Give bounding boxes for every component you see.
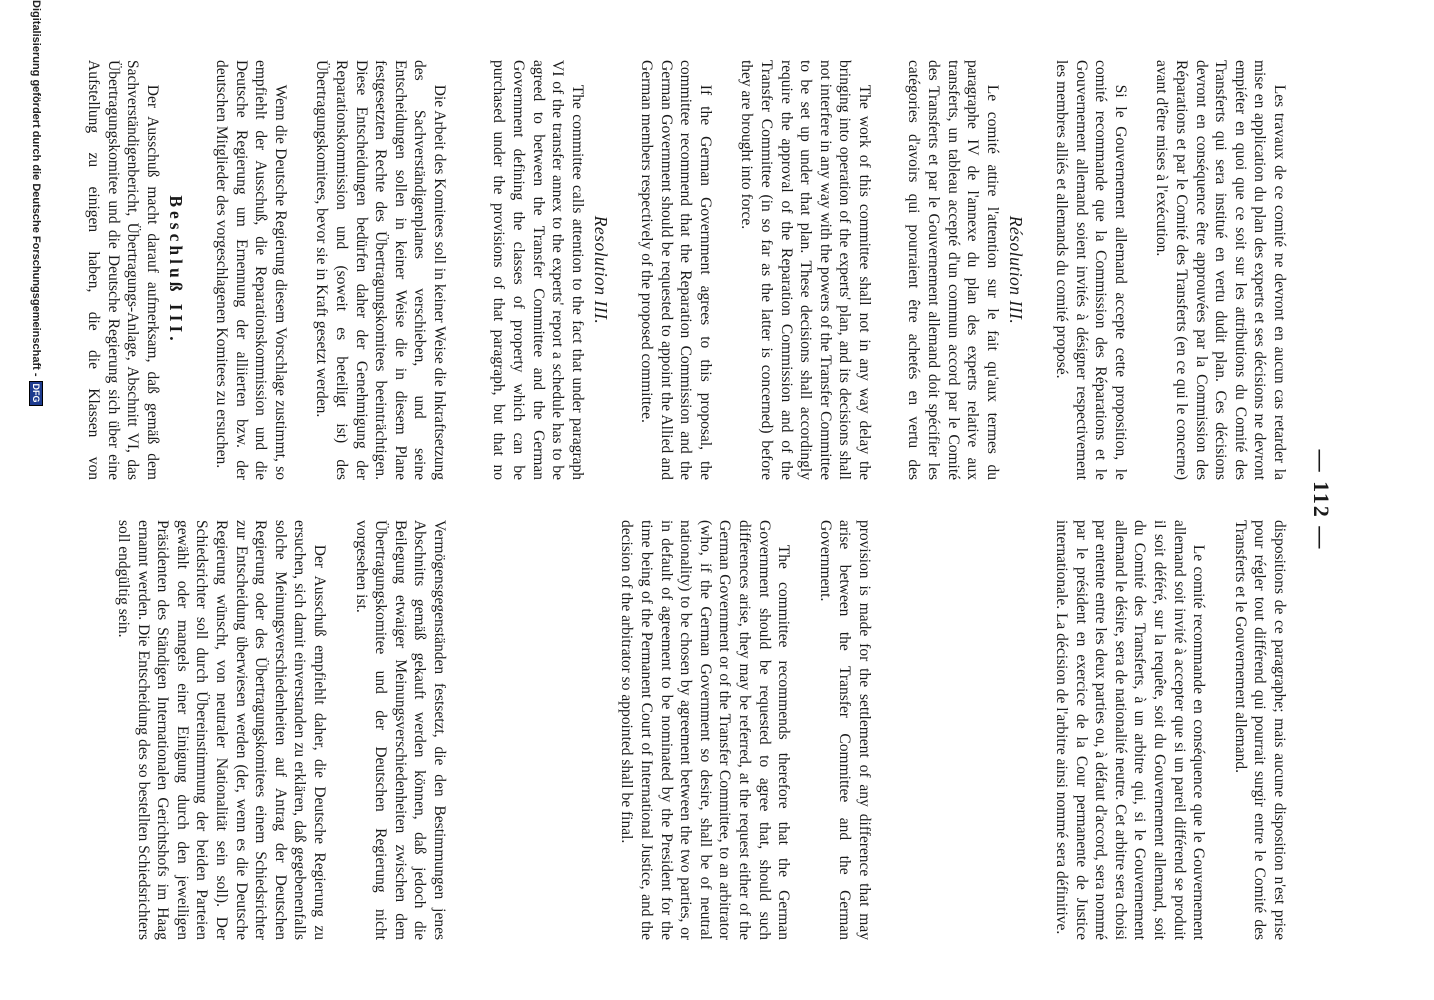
german-paragraph-3: Der Ausschuß macht darauf aufmerksam, daß gemäß dem Sachverständigenbericht, Übertragungs-Anlage, Abschnitt VI, das Übertragungskomitee und die Deutsche Regierung sich über eine Aufstellung zu einigen haben, die die Klassen von Vermögensgegenständen festsetzt, die den Bestimmungen jenes Abschnitts gemäß gekauft werden können, daß jedoch die Beilegung etwaiger Meinungsverschiedenheiten zwischen dem Übertragungskomitee und der Deutschen Regierung nicht vorgesehen ist.	[85, 60, 448, 940]
french-column	[889, 60, 1289, 940]
french-resolution-heading: Résolution III.	[1006, 215, 1027, 325]
french-paragraph-2: Si le Gouvernement allemand accepte cette proposition, le comité recommande que la Commission des Réparations et le Gouvernement allemand soient invités à désigner respectivement les membres alliés et allemands du comité proposé.	[1053, 60, 1129, 480]
german-resolution-heading: Beschluß III.	[166, 195, 187, 345]
dfg-logo: DFG	[29, 381, 43, 406]
english-column	[474, 60, 874, 940]
page-number: — 112 —	[1309, 449, 1334, 551]
french-paragraph-3: Le comité attire l'attention sur le fait qu'aux termes du paragraphe IV de l'annexe du plan des experts relative aux transferts, un tableau accepté d'un commun accord par le Comité des Transferts et par le Gouvernement allemand doit spécifier les catégories d'avoirs qui pourraient être achetés en vertu des dispositions de ce paragraphe; mais aucune disposition n'est prise pour régler tout différend qui pourrait surgir entre le Comité des Transferts et le Gouvernement allemand.	[905, 60, 1288, 940]
german-paragraph-1: Die Arbeit des Komitees soll in keiner Weise die Inkraftsetzung des Sachverständigenplanes verschieben, und seine Entscheidungen sollen in keiner Weise die in diesem Plane festgesetzten Rechte des Übertragungskomitees beeinträchtigen. Diese Entscheidungen bedürfen daher der Genehmigung der Reparationskommission und (soweit es beteiligt ist) des Übertragungskomitees, bevor sie in Kraft gesetzt werden.	[313, 60, 448, 480]
french-paragraph-4: Le comité recommande en conséquence que le Gouvernement allemand soit invité à accepter que si un pareil différend se produit il soit déféré, sur la requête, soit du Gouvernement allemand, soit du Comité des Transferts, à un arbitre qui, si le Gouvernement allemand le désire, sera de nationalité neutre. Cet arbitre sera choisi par entente entre les deux parties ou, à défaut d'accord, sera nommé par le président en exercice de la Cour permanente de Justice internationale. La décision de l'arbitre ainsi nommé sera définitive.	[1053, 520, 1208, 940]
english-paragraph-2: If the German Government agrees to this proposal, the committee recommend that the Reparation Commission and the German Government should be requested to appoint the Allied and German members respectively of the proposed committee.	[638, 60, 714, 480]
german-paragraph-2: Wenn die Deutsche Regierung diesem Vorschlage zustimmt, so empfiehlt der Ausschuß, die Reparationskommission und die Deutsche Regierung um Ernennung der alliierten bzw. der deutschen Mitglieder des vorgeschlagenen Komitees zu ersuchen.	[213, 60, 289, 480]
german-paragraph-4: Der Ausschuß empfiehlt daher, die Deutsche Regierung zu ersuchen, sich damit einverstanden zu erklären, daß gegebenenfalls solche Meinungsverschiedenheiten auf Antrag der Deutschen Regierung oder des Übertragungskomitees einem Schiedsrichter zur Entscheidung überwiesen werden (der, wenn es die Deutsche Regierung wünscht, von neutraler Nationalität sein soll). Der Schiedsrichter soll durch Übereinstimmung der beiden Parteien gewählt oder mangels einer Einigung durch den jeweiligen Präsidenten des Ständigen Internationalen Gerichtshofs im Haag ernannt werden. Die Entscheidung des so bestellten Schiedsrichters soll endgültig sein.	[115, 520, 329, 940]
english-paragraph-1: The work of this committee shall not in any way delay the bringing into operation of the experts' plan, and its decisions shall not interfere in any way with the powers of the Transfer Committee to be set up under that plan. These decisions shall accordingly require the approval of the Reparation Commission and of the Transfer Committee (in so far as the latter is concerned) before they are brought into force.	[738, 60, 873, 480]
english-paragraph-4: The committee recommends therefore that the German Government should be requested to agree that, should such differences arise, they may be referred, at the request either of the German Government or of the Transfer Committee, to an arbitrator (who, if the German Government so desire, shall be of neutral nationality) to be chosen by agreement between the two parties, or in default of agreement to be nominated by the President for the time being of the Permanent Court of International Justice, and the decision of the arbitrator so appointed shall be final.	[618, 520, 793, 940]
french-paragraph-1: Les travaux de ce comité ne devront en aucun cas retarder la mise en application du plan des experts et ses décisions ne devront empiéter en quoi que ce soit sur les attributions du Comité des Transferts qui sera institué en vertu dudit plan. Ces décisions devront en conséquence être approuvées par la Commission des Réparations et par le Comité des Transferts (en ce qui le concerne) avant d'être mises à l'exécution.	[1153, 60, 1288, 480]
page-footer	[29, 0, 43, 1000]
footer-credit: Digitalisierung gefördert durch die Deutsche Forschungsgemeinschaft -	[30, 0, 42, 377]
german-column-rendered	[69, 60, 449, 940]
english-resolution-heading: Resolution III.	[591, 215, 612, 325]
english-paragraph-3: The committee calls attention to the fact that under paragraph VI of the transfer annex to the experts' report a schedule has to be agreed to between the Transfer Committee and the German Government defining the classes of property which can be purchased under the provisions of that paragraph, but that no provision is made for the settlement of any difference that may arise between the Transfer Committee and the German Government.	[490, 60, 873, 940]
